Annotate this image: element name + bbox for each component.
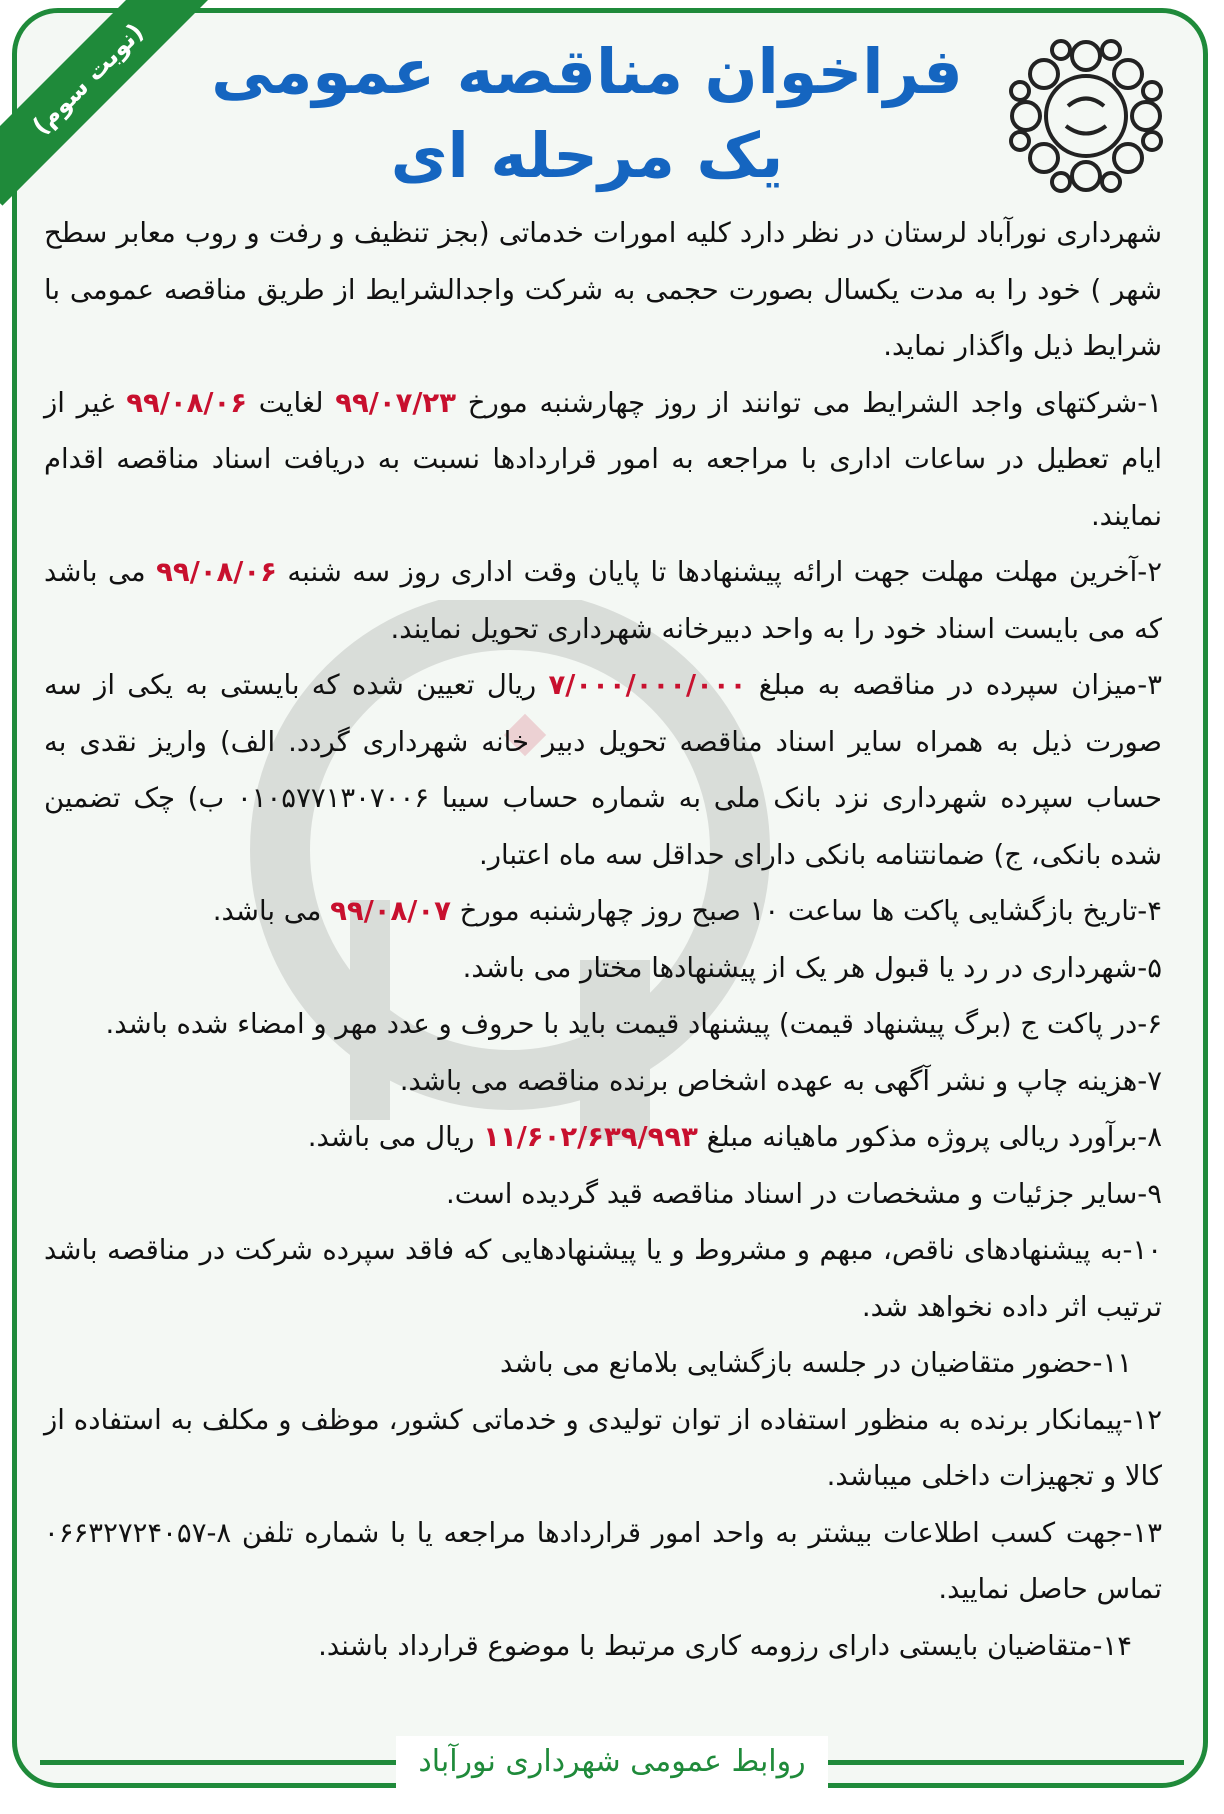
list-item: ۱۰-به پیشنهادهای ناقص، مبهم و مشروط و یا پیشنهادهایی که فاقد سپرده شرکت در مناقصه باشد ترتیب اثر داده نخواهد شد. — [44, 1234, 1162, 1323]
list-item: ۸-برآورد ریالی پروژه مذکور ماهیانه مبلغ ۱۱/۶۰۲/۶۳۹/۹۹۳ ریال می باشد. — [307, 1121, 1162, 1153]
list-item: ۷-هزینه چاپ و نشر آگهی به عهده اشخاص برنده مناقصه می باشد. — [399, 1064, 1162, 1097]
list-item: ۱۴-متقاضیان بایستی دارای رزومه کاری مرتبط با موضوع قرارداد باشند. — [318, 1629, 1132, 1662]
list-item: ۱-شرکتهای واجد الشرایط می توانند از روز چهارشنبه مورخ ۹۹/۰۷/۲۳ لغایت ۹۹/۰۸/۰۶ غیر از ایام تعطیل در ساعات اداری با مراجعه به امور قراردادها نسبت به دریافت اسناد مناقصه اقدام نمایند. — [44, 386, 1162, 532]
issue-ribbon: (نوبت سوم) — [0, 0, 215, 206]
ad-body — [44, 205, 1162, 1674]
ribbon-corner — [0, 0, 220, 220]
list-item: ۵-شهرداری در رد یا قبول هر یک از پیشنهادها مختار می باشد. — [462, 951, 1162, 984]
intro-paragraph: شهرداری نورآباد لرستان در نظر دارد کلیه امورات خدماتی (بجز تنظیف و رفت و روب معابر سطح شهر ) خود را به مدت یکسال بصورت حجمی به شرکت واجدالشرایط از طریق مناقصه عمومی با شرایط ذیل واگذار نماید. — [44, 217, 1162, 362]
title-line-2: یک مرحله ای — [390, 119, 784, 192]
list-item: ۲-آخرین مهلت مهلت جهت ارائه پیشنهادها تا پایان وقت اداری روز سه شنبه ۹۹/۰۸/۰۶ می باشد که می بایست اسناد خود را به واحد دبیرخانه شهرداری تحویل نمایند. — [44, 556, 1162, 645]
footer — [0, 1736, 1224, 1788]
title-line-1: فراخوان مناقصه عمومی — [211, 35, 963, 108]
municipality-logo-icon — [1006, 36, 1166, 196]
footer-signature: روابط عمومی شهرداری نورآباد — [396, 1736, 827, 1788]
list-item: ۱۲-پیمانکار برنده به منظور استفاده از توان تولیدی و خدماتی کشور، موظف و مکلف به استفاده از کالا و تجهیزات داخلی میباشد. — [44, 1403, 1162, 1492]
list-item: ۳-میزان سپرده در مناقصه به مبلغ ۷/۰۰۰/۰۰۰/۰۰۰ ریال تعیین شده که بایستی به یکی از سه صورت ذیل به همراه سایر اسناد مناقصه تحویل دبیر خانه شهرداری گردد. الف) واریز نقدی به حساب سپرده شهرداری نزد بانک ملی به شماره حساب سیبا ۰۱۰۵۷۷۱۳۰۷۰۰۶ ب) چک تضمین شده بانکی، ج) ضمانتنامه بانکی دارای حداقل سه ماه اعتبار. — [44, 669, 1162, 871]
page-title — [180, 30, 994, 198]
list-item: ۶-در پاکت ج (برگ پیشنهاد قیمت) پیشنهاد قیمت باید با حروف و عدد مهر و امضاء شده باشد. — [105, 1008, 1162, 1040]
list-item: ۱۳-جهت کسب اطلاعات بیشتر به واحد امور قراردادها مراجعه یا با شماره تلفن ۸-۰۶۶۳۲۷۲۴۰۵۷ تماس حاصل نمایید. — [44, 1516, 1162, 1605]
list-item: ۹-سایر جزئیات و مشخصات در اسناد مناقصه قید گردیده است. — [445, 1177, 1162, 1210]
list-item: ۴-تاریخ بازگشایی پاکت ها ساعت ۱۰ صبح روز چهارشنبه مورخ ۹۹/۰۸/۰۷ می باشد. — [212, 895, 1162, 927]
list-item: ۱۱-حضور متقاضیان در جلسه بازگشایی بلامانع می باشد — [500, 1347, 1132, 1379]
